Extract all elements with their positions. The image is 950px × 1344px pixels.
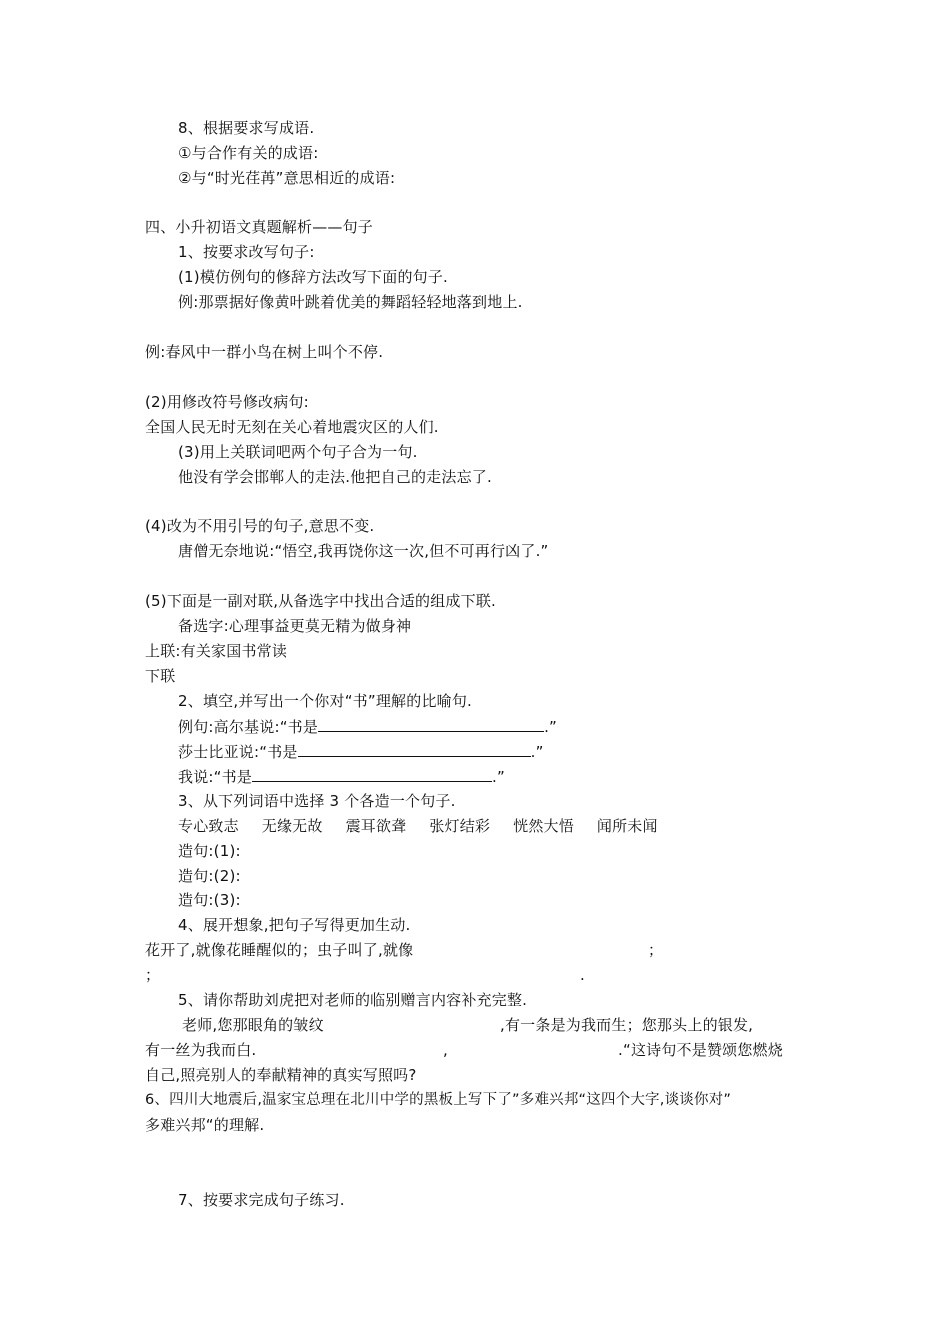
q3-word-list (178, 816, 676, 836)
answer-blank[interactable] (298, 741, 531, 757)
q1-p3-sentence: 他没有学会邯郸人的走法.他把自己的走法忘了. (178, 468, 492, 486)
q5-line-1-a: 老师,您那眼角的皱纹 (182, 1016, 324, 1034)
section-heading: 四、小升初语文真题解析——句子 (145, 218, 374, 236)
q2-line-2-post: .” (530, 743, 544, 761)
q5-line-2-a: 有一丝为我而白. (145, 1041, 257, 1059)
q1-p1-example: 例:那票据好像黄叶跳着优美的舞蹈轻轻地落到地上. (178, 293, 523, 311)
q1-p3-title: (3)用上关联词吧两个句子合为一句. (178, 443, 418, 461)
q1-title: 1、按要求改写句子: (178, 243, 315, 261)
q3-word: 恍然大悟 (513, 817, 574, 835)
q2-line-2-pre: 莎士比亚说:“书是 (178, 743, 298, 761)
q2-line-2 (178, 741, 544, 762)
q1-p5-lower: 下联 (145, 667, 176, 685)
q2-line-1-post: .” (544, 718, 558, 736)
answer-blank[interactable] (318, 716, 544, 732)
q3-sentence-2: 造句:(2): (178, 867, 241, 885)
q1-p1-task: 例:春风中一群小鸟在树上叫个不停. (145, 343, 384, 361)
q8-item-1: ①与合作有关的成语: (178, 144, 319, 162)
q3-word: 张灯结彩 (429, 817, 491, 835)
q5-title: 5、请你帮助刘虎把对老师的临别赠言内容补充完整. (178, 991, 528, 1009)
q4-line-1-end: ； (648, 941, 664, 959)
q1-p4-title: (4)改为不用引号的句子,意思不变. (145, 517, 375, 535)
q5-line-1-b: ,有一条是为我而生；您那头上的银发, (500, 1016, 754, 1034)
q1-p4-sentence: 唐僧无奈地说:“悟空,我再饶你这一次,但不可再行凶了.” (178, 542, 549, 560)
answer-blank[interactable] (252, 766, 492, 782)
q6-line-2: 多难兴邦“的理解. (145, 1116, 265, 1134)
q5-line-2-b: , (443, 1041, 448, 1059)
q8-title: 8、根据要求写成语. (178, 119, 315, 137)
q2-title: 2、填空,并写出一个你对“书”理解的比喻句. (178, 692, 473, 710)
q8-item-2: ②与“时光荏苒”意思相近的成语: (178, 169, 396, 187)
q3-word: 专心致志 (178, 817, 239, 835)
q5-line-3: 自己,照亮别人的奉献精神的真实写照吗? (145, 1066, 417, 1084)
q3-sentence-1: 造句:(1): (178, 842, 241, 860)
q3-title: 3、从下列词语中选择 3 个各造一个句子. (178, 792, 456, 810)
q2-line-1-pre: 例句:高尔基说:“书是 (178, 718, 319, 736)
q1-p2-title: (2)用修改符号修改病句: (145, 393, 309, 411)
q1-p5-upper: 上联:有关家国书常读 (145, 642, 288, 660)
q6-line-1: 6、四川大地震后,温家宝总理在北川中学的黑板上写下了”多难兴邦“这四个大字,谈谈你对” (145, 1092, 732, 1108)
q4-title: 4、展开想象,把句子写得更加生动. (178, 916, 411, 934)
q3-sentence-3: 造句:(3): (178, 891, 241, 909)
q3-word: 无缘无故 (261, 817, 323, 835)
q5-line-2-c: .“这诗句不是赞颂您燃烧 (618, 1041, 783, 1059)
q1-p2-sentence: 全国人民无时无刻在关心着地震灾区的人们. (145, 418, 439, 436)
q2-line-1 (178, 716, 557, 737)
q4-line-1: 花开了,就像花睡醒似的；虫子叫了,就像 (145, 941, 414, 959)
q3-word: 震耳欲聋 (345, 817, 407, 835)
q2-line-3-pre: 我说:“书是 (178, 768, 253, 786)
q1-p5-chars: 备选字:心理事益更莫无精为做身神 (178, 617, 412, 635)
q2-line-3 (178, 766, 505, 787)
q7-title: 7、按要求完成句子练习. (178, 1191, 345, 1209)
q2-line-3-post: .” (492, 768, 505, 786)
q1-p5-title: (5)下面是一副对联,从备选字中找出合适的组成下联. (145, 592, 496, 610)
q4-line-2-end: . (580, 966, 585, 984)
q3-word: 闻所未闻 (596, 817, 658, 835)
q1-p1-title: (1)模仿例句的修辞方法改写下面的句子. (178, 268, 449, 286)
q4-line-2-start: ； (145, 966, 161, 984)
